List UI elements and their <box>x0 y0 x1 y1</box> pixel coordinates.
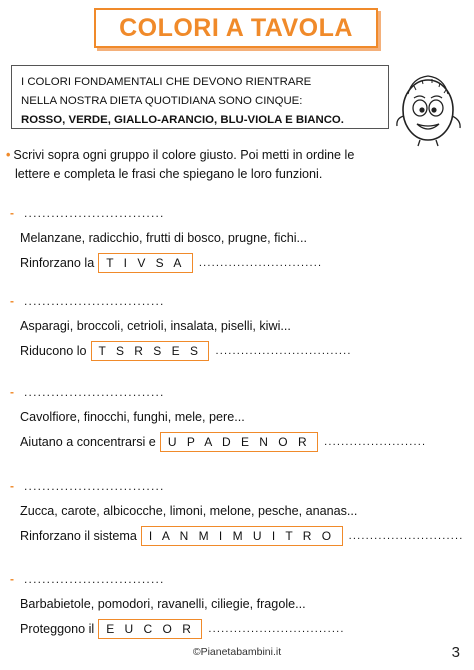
scrambled-letters-box: E U C O R <box>98 619 202 639</box>
intro-line-2: NELLA NOSTRA DIETA QUOTIDIANA SONO CINQUE: <box>21 95 303 107</box>
dash-marker: - <box>10 385 14 399</box>
intro-box <box>11 65 389 129</box>
fill-in-dots[interactable]: ............................. <box>198 257 323 269</box>
food-list: Cavolfiore, finocchi, funghi, mele, pere... <box>20 410 245 424</box>
fill-in-dots[interactable]: ........................ <box>324 436 427 448</box>
fill-in-dots[interactable]: ................................ <box>215 345 352 357</box>
food-list: Melanzane, radicchio, frutti di bosco, prugne, fichi... <box>20 231 308 245</box>
food-list: Barbabietole, pomodori, ravanelli, ciliegie, fragole... <box>20 597 306 611</box>
function-sentence <box>10 251 470 275</box>
exercise-section-5 <box>10 569 470 641</box>
instructions-line-2: lettere e completa le frasi che spiegano le loro funzioni. <box>15 167 323 181</box>
page-number: 3 <box>451 644 460 661</box>
answer-dots: ............................... <box>24 385 165 399</box>
dash-marker: - <box>10 479 14 493</box>
page-title: COLORI A TAVOLA <box>119 13 353 42</box>
instructions-line-1 <box>6 146 468 165</box>
fill-in-dots[interactable]: ................................ <box>208 623 345 635</box>
function-sentence <box>10 430 470 454</box>
exercise-section-2 <box>10 291 470 363</box>
scrambled-letters-box: U P A D E N O R <box>160 432 318 452</box>
fill-in-dots[interactable]: ........................... <box>348 530 464 542</box>
intro-line-1: I COLORI FONDAMENTALI CHE DEVONO RIENTRARE <box>21 76 312 88</box>
dash-marker: - <box>10 294 14 308</box>
sentence-prefix: Rinforzano il sistema <box>20 529 137 543</box>
answer-dots: ............................... <box>24 206 165 220</box>
dash-marker: - <box>10 206 14 220</box>
sentence-prefix: Rinforzano la <box>20 256 95 270</box>
dash-marker: - <box>10 572 14 586</box>
exercise-section-3 <box>10 382 470 454</box>
exercise-section-1 <box>10 203 470 275</box>
color-answer-line[interactable] <box>10 569 470 589</box>
answer-dots: ............................... <box>24 479 165 493</box>
food-list: Asparagi, broccoli, cetrioli, insalata, piselli, kiwi... <box>20 319 291 333</box>
title-box <box>94 8 378 48</box>
sentence-prefix: Riducono lo <box>20 344 87 358</box>
function-sentence <box>10 524 470 548</box>
instructions-text-1: Scrivi sopra ogni gruppo il colore giusto. Poi metti in ordine le <box>13 148 355 162</box>
sentence-prefix: Proteggono il <box>20 622 95 636</box>
food-list: Zucca, carote, albicocche, limoni, melone, pesche, ananas... <box>20 504 358 518</box>
answer-dots: ............................... <box>24 294 165 308</box>
footer-credit: ©Pianetabambini.it <box>192 646 282 658</box>
color-answer-line[interactable] <box>10 203 470 223</box>
bullet-icon: • <box>6 148 11 162</box>
scrambled-letters-box: T S R S E S <box>91 341 210 361</box>
scrambled-letters-box: T I V S A <box>98 253 193 273</box>
exercise-section-4 <box>10 476 470 548</box>
instructions <box>6 146 468 184</box>
intro-line-3: ROSSO, VERDE, GIALLO-ARANCIO, BLU-VIOLA E BIANCO. <box>21 114 344 126</box>
scrambled-letters-box: I A N M I M U I T R O <box>141 526 343 546</box>
color-answer-line[interactable] <box>10 291 470 311</box>
color-answer-line[interactable] <box>10 476 470 496</box>
sentence-prefix: Aiutano a concentrarsi e <box>20 435 156 449</box>
function-sentence <box>10 339 470 363</box>
kiwi-mascot-icon <box>394 68 466 148</box>
answer-dots: ............................... <box>24 572 165 586</box>
color-answer-line[interactable] <box>10 382 470 402</box>
function-sentence <box>10 617 470 641</box>
